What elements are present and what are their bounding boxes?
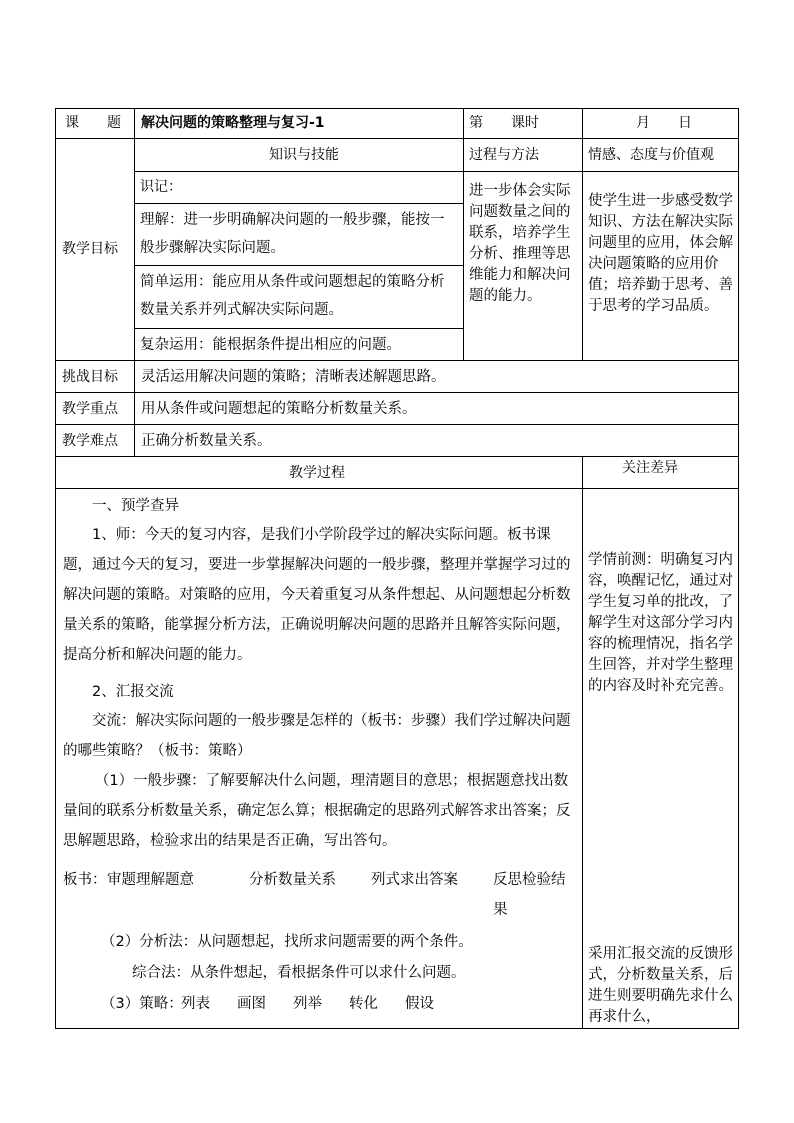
simple-apply-objective: 简单运用：能应用从条件或问题想起的策略分析数量关系并列式解决实际问题。 xyxy=(140,274,445,318)
process-method-text: 进一步体会实际问题数量之间的联系，培养学生分析、推理等思维能力和解决问题的能力。 xyxy=(469,183,571,304)
teacher-intro-paragraph: 1、师：今天的复习内容，是我们小学阶段学过的解决实际问题。板书课题，通过今天的复习，要进一步掌握解决问题的一般步骤，整理并掌握学习过的解决问题的策略。对策略的应用，今天着重复习从条件想起、从问题想起分析数量关系的策略，能掌握分析方法，正确说明解决问题的思路并且解答实际问题，提高分析和解决问题的能力。 xyxy=(63,527,571,663)
attitude-column-header: 情感、态度与价值观 xyxy=(588,147,714,163)
table-border xyxy=(55,138,739,139)
table-border xyxy=(134,328,463,329)
section-pre-study: 一、预学查异 xyxy=(92,498,179,514)
board-item: 反思检验结果 xyxy=(493,872,566,918)
challenge-label: 挑战目标 xyxy=(62,369,118,385)
challenge-text: 灵活运用解决问题的策略；清晰表述解题思路。 xyxy=(141,369,446,385)
table-border xyxy=(55,456,739,457)
board-item: 审题理解题意 xyxy=(107,872,194,888)
table-border xyxy=(463,108,464,360)
objectives-label: 教学目标 xyxy=(62,241,118,257)
attitude-text: 使学生进一步感受数学知识、方法在解决实际问题里的应用，体会解决问题策略的应用价值；培养勤于思考、善于思考的学习品质。 xyxy=(588,193,733,314)
understand-objective: 理解：进一步明确解决问题的一般步骤，能按一般步骤解决实际问题。 xyxy=(140,212,445,256)
section-report-exchange: 2、汇报交流 xyxy=(92,684,174,700)
strategy-item: 列举 xyxy=(293,996,322,1012)
feedback-note: 采用汇报交流的反馈形式，分析数量关系，后进生则要明确先求什么再求什么， xyxy=(588,946,733,1025)
table-border xyxy=(738,108,739,1029)
table-border xyxy=(582,456,583,1029)
strategies-label: （3）策略： xyxy=(101,996,183,1012)
difficulty-label: 教学难点 xyxy=(62,433,118,449)
process-column-header: 过程与方法 xyxy=(469,147,539,163)
teaching-process-header: 教学过程 xyxy=(289,465,345,481)
key-point-text: 用从条件或问题想起的策略分析数量关系。 xyxy=(141,401,417,417)
date-label: 月 日 xyxy=(636,115,692,131)
strategy-item: 转化 xyxy=(349,996,378,1012)
table-border xyxy=(582,108,583,360)
course-label: 课 题 xyxy=(65,115,121,131)
lesson-number-label: 第 课时 xyxy=(469,115,539,131)
table-border xyxy=(55,488,739,489)
difficulty-text: 正确分析数量关系。 xyxy=(141,433,272,449)
table-border xyxy=(55,392,739,393)
course-title: 解决问题的策略整理与复习-1 xyxy=(141,115,325,131)
complex-apply-objective: 复杂运用：能根据条件提出相应的问题。 xyxy=(140,337,401,353)
differences-header: 关注差异 xyxy=(622,460,678,476)
pretest-note: 学情前测：明确复习内容，唤醒记忆，通过对学生复习单的批改，了解学生对这部分学习内容的梳理情况，指名学生回答，并对学生整理的内容及时补充完善。 xyxy=(588,552,733,694)
table-border xyxy=(134,203,463,204)
exchange-paragraph: 交流：解决实际问题的一般步骤是怎样的（板书：步骤）我们学过解决问题的哪些策略？（板书：策略） xyxy=(63,713,571,759)
strategy-item: 假设 xyxy=(405,996,434,1012)
memory-objective: 识记： xyxy=(140,179,182,195)
table-border xyxy=(55,424,739,425)
general-steps-paragraph: （1）一般步骤：了解要解决什么问题，理清题目的意思；根据题意找出数量间的联系分析数量关系，确定怎么算；根据确定的思路列式解答求出答案；反思解题思路，检验求出的结果是否正确，写出答句。 xyxy=(63,773,571,849)
table-border xyxy=(55,108,739,109)
table-border xyxy=(134,108,135,456)
table-border xyxy=(55,360,739,361)
analysis-method: （2）分析法：从问题想起，找所求问题需要的两个条件。 xyxy=(101,934,473,950)
table-border xyxy=(55,1028,739,1029)
strategy-item: 画图 xyxy=(237,996,266,1012)
knowledge-column-header: 知识与技能 xyxy=(269,147,339,163)
board-label: 板书： xyxy=(63,872,107,888)
board-item: 列式求出答案 xyxy=(371,872,458,888)
strategy-item: 列表 xyxy=(181,996,210,1012)
table-border xyxy=(55,108,56,1029)
key-point-label: 教学重点 xyxy=(62,401,118,417)
lesson-plan-table xyxy=(55,108,739,1030)
table-border xyxy=(134,171,739,172)
synthesis-method: 综合法：从条件想起，看根据条件可以求什么问题。 xyxy=(132,965,466,981)
table-border xyxy=(134,265,463,266)
board-item: 分析数量关系 xyxy=(249,872,336,888)
